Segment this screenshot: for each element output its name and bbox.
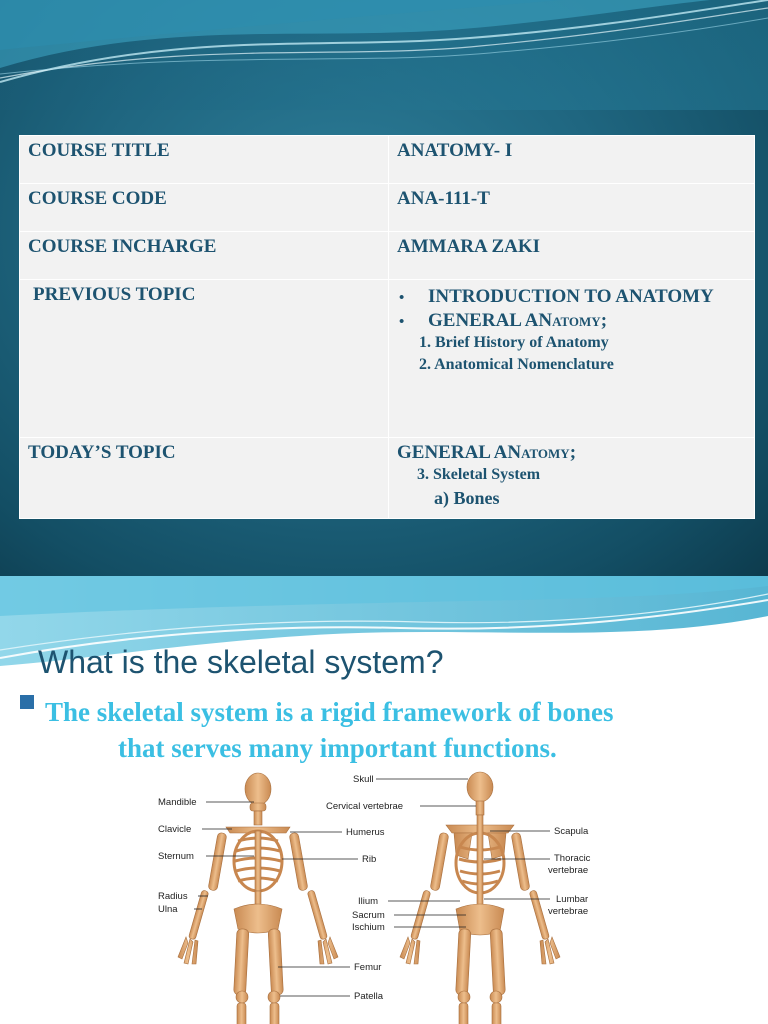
- list-item: [399, 310, 754, 332]
- label-ilium: Ilium: [358, 896, 379, 907]
- previous-topic-bullet-2: [428, 310, 607, 332]
- square-bullet-icon: [20, 695, 34, 709]
- previous-subitem-2: 2. Anatomical Nomenclature: [419, 356, 614, 373]
- bullet-text-line-2: that serves many important functions.: [118, 733, 557, 763]
- previous-topic-value: [389, 280, 755, 438]
- bullet-dot-icon: •: [399, 290, 405, 306]
- previous-topic-label: PREVIOUS TOPIC: [20, 280, 389, 438]
- previous-topic-bullet-1: INTRODUCTION TO ANATOMY: [428, 286, 714, 307]
- todays-topic-main: [397, 442, 754, 464]
- course-code-label: COURSE CODE: [20, 184, 389, 232]
- label-patella: Patella: [354, 991, 384, 1002]
- label-thoracic: Thoracic: [554, 853, 591, 864]
- bullet-dot-icon: •: [399, 314, 405, 330]
- label-sacrum: Sacrum: [352, 910, 385, 921]
- bullet-2-main: GENERAL AN: [428, 310, 553, 331]
- todays-topic-label: TODAY’S TOPIC: [20, 438, 389, 519]
- header-waves: [0, 0, 768, 110]
- bullet-2-smallcaps: atomy;: [552, 310, 608, 331]
- course-title-label: COURSE TITLE: [20, 136, 389, 184]
- slide-skeletal-system: [0, 576, 768, 1024]
- skeleton-figure: [150, 771, 610, 1024]
- todays-topic-value: [389, 438, 755, 519]
- course-incharge-value: AMMARA ZAKI: [389, 232, 755, 280]
- bullet-text-line-1: The skeletal system is a rigid framework of bones: [45, 697, 614, 727]
- course-title-value: ANATOMY- I: [389, 136, 755, 184]
- label-ulna: Ulna: [158, 904, 178, 915]
- label-scapula: Scapula: [554, 826, 589, 837]
- table-row: [20, 280, 755, 438]
- previous-subitem-1: 1. Brief History of Anatomy: [419, 334, 609, 351]
- slide-title: What is the skeletal system?: [38, 644, 444, 680]
- todays-subitem-2: a) Bones: [434, 488, 500, 508]
- table-row: [20, 232, 755, 280]
- todays-smallcaps-text: atomy;: [521, 442, 577, 463]
- course-code-value: ANA-111-T: [389, 184, 755, 232]
- label-ischium: Ischium: [352, 922, 385, 933]
- list-item: [399, 286, 754, 308]
- todays-main-text: GENERAL AN: [397, 442, 522, 463]
- course-info-table: [19, 135, 755, 519]
- label-rib: Rib: [362, 854, 377, 865]
- label-lumbar-vertebrae: vertebrae: [548, 906, 589, 917]
- label-sternum: Sternum: [158, 851, 194, 862]
- label-lumbar: Lumbar: [556, 894, 589, 905]
- label-clavicle: Clavicle: [158, 824, 192, 835]
- bullet-text: [45, 694, 745, 766]
- label-femur: Femur: [354, 962, 382, 973]
- label-radius: Radius: [158, 891, 188, 902]
- table-row: [20, 438, 755, 519]
- label-thoracic-vertebrae: vertebrae: [548, 865, 589, 876]
- label-cervical-vertebrae: Cervical vertebrae: [326, 801, 404, 812]
- todays-subitem-1: 3. Skeletal System: [417, 466, 541, 483]
- front-skeleton-illustration: [178, 773, 338, 1024]
- table-row: [20, 136, 755, 184]
- label-humerus: Humerus: [346, 827, 385, 838]
- course-incharge-label: COURSE INCHARGE: [20, 232, 389, 280]
- label-skull: Skull: [353, 774, 374, 785]
- label-mandible: Mandible: [158, 797, 197, 808]
- back-skeleton-illustration: [400, 772, 560, 1024]
- table-row: [20, 184, 755, 232]
